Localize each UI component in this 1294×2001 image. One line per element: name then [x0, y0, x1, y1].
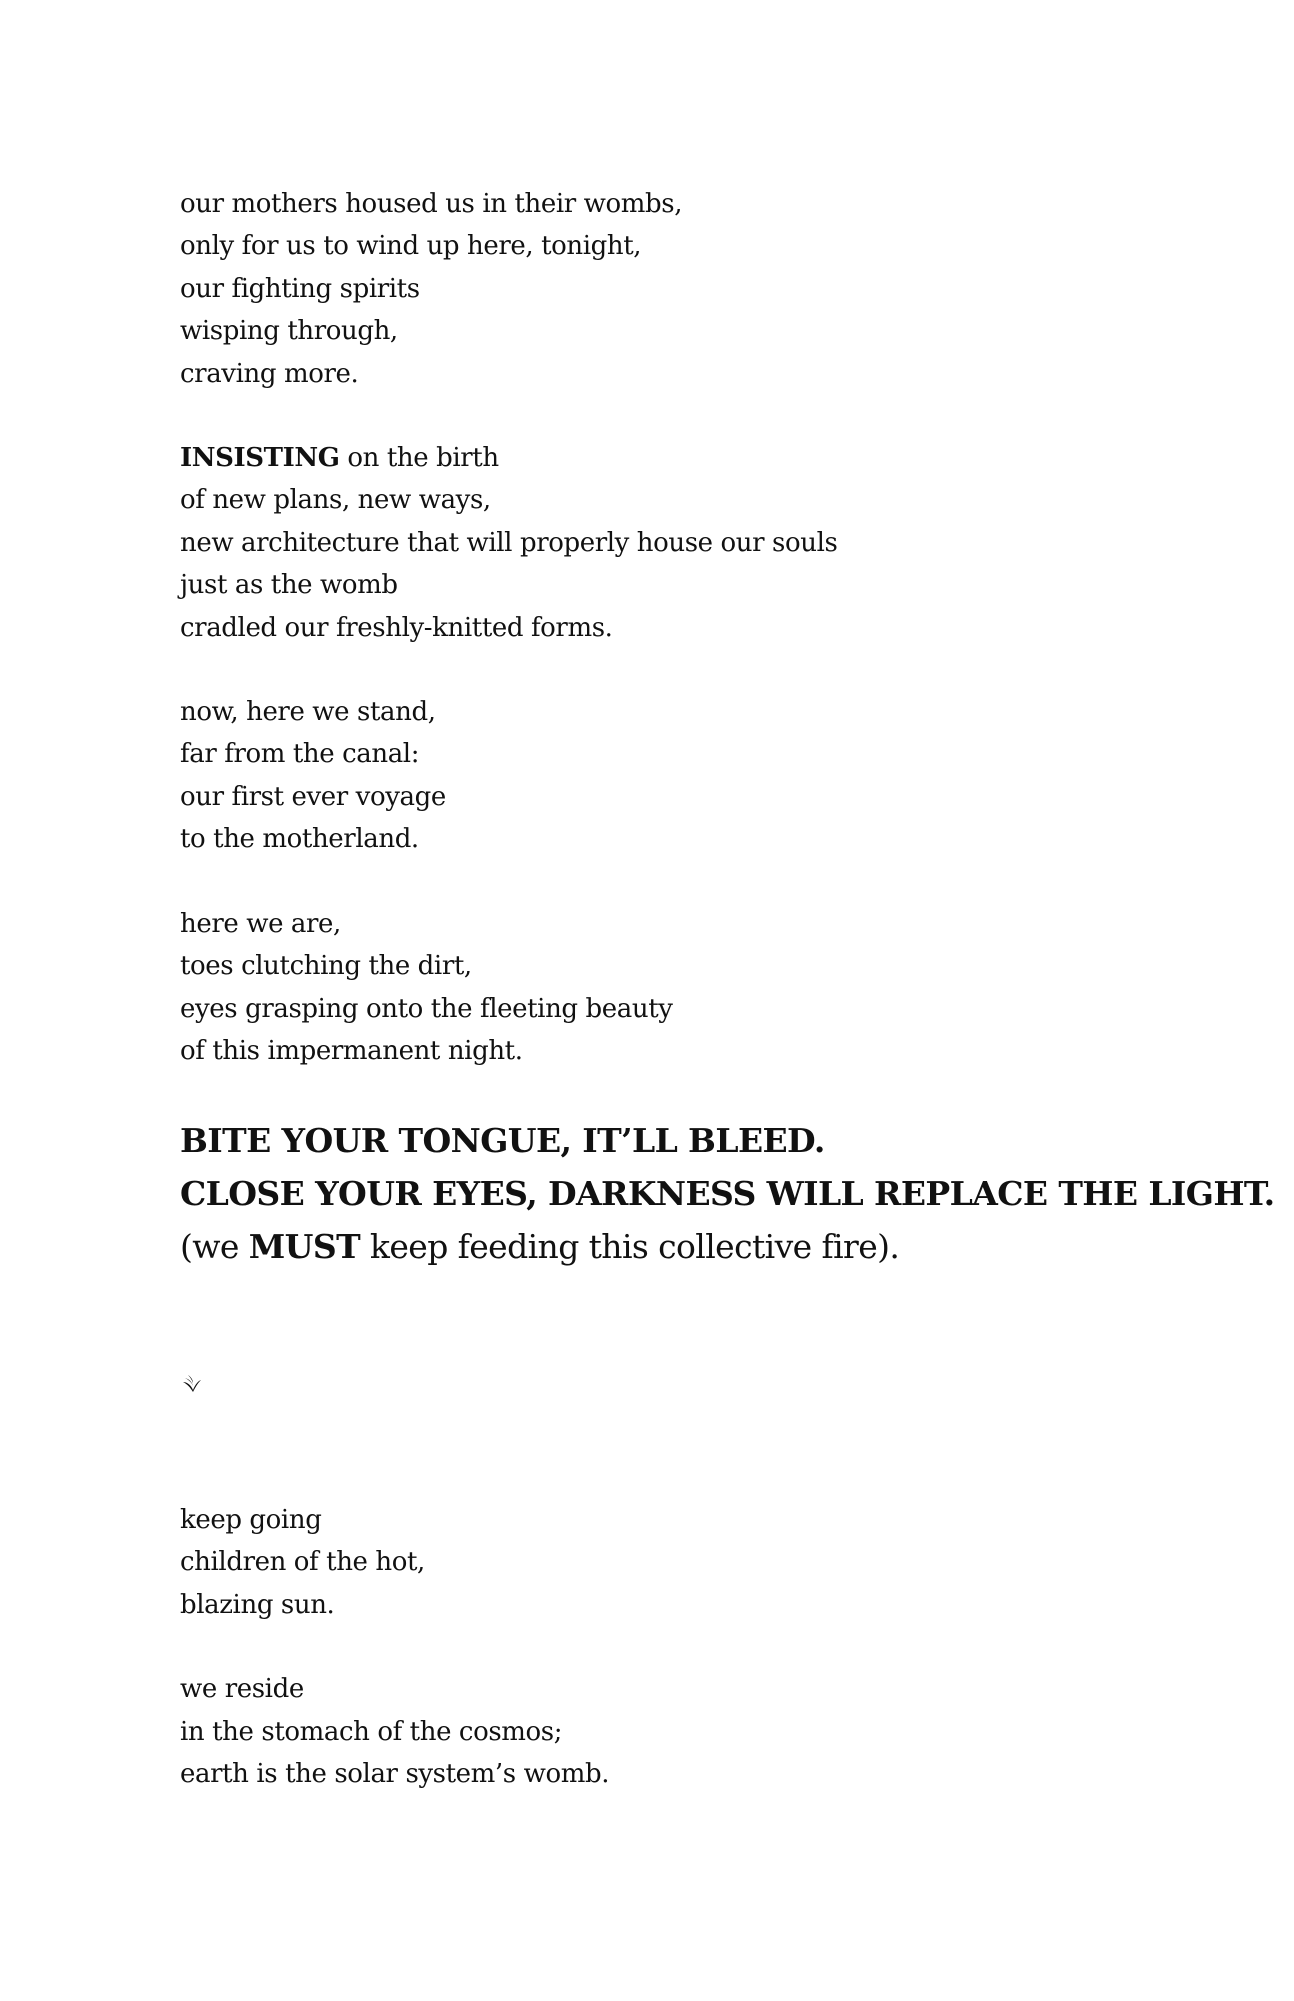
- poem-line: [180, 437, 1240, 479]
- poem-line: cradled our freshly-knitted forms.: [180, 612, 613, 643]
- stanza-4: [180, 903, 1240, 1073]
- stanza-6: [180, 1668, 1240, 1795]
- poem-line: to the motherland.: [180, 824, 419, 855]
- poem-part-two: [180, 1499, 1240, 1837]
- poem-line: earth is the solar system’s womb.: [180, 1759, 610, 1790]
- poem-line: just as the womb: [180, 570, 398, 601]
- poem-line: new architecture that will properly house our souls: [180, 527, 838, 558]
- poem-line: only for us to wind up here, tonight,: [180, 231, 642, 262]
- poem-line: our fighting spirits: [180, 273, 420, 304]
- poem-line: now, here we stand,: [180, 697, 436, 728]
- stanza-1: [180, 183, 1240, 395]
- poem-line: here we are,: [180, 908, 341, 939]
- poem-line: we reside: [180, 1674, 304, 1705]
- refrain-line-2: CLOSE YOUR EYES, DARKNESS WILL REPLACE THE LIGHT.: [180, 1174, 1275, 1214]
- refrain-line-3: [180, 1220, 1240, 1273]
- poem-line: our mothers housed us in their wombs,: [180, 189, 683, 219]
- poem-line: wisping through,: [180, 316, 398, 347]
- stanza-5: [180, 1499, 1240, 1626]
- poem-line: of this impermanent night.: [180, 1035, 523, 1066]
- emphasis-word: INSISTING: [180, 443, 340, 474]
- refrain-line-3-end: keep feeding this collective fire).: [360, 1227, 900, 1267]
- poem-line: blazing sun.: [180, 1589, 335, 1620]
- poem-line: eyes grasping onto the fleeting beauty: [180, 993, 673, 1024]
- poem-line: keep going: [180, 1505, 322, 1535]
- stanza-3: [180, 691, 1240, 861]
- poem-line: children of the hot,: [180, 1547, 425, 1578]
- poem-line-rest: on the birth: [339, 443, 499, 474]
- poem-line: in the stomach of the cosmos;: [180, 1716, 563, 1747]
- poem-line: our first ever voyage: [180, 781, 446, 812]
- poem-line: of new plans, new ways,: [180, 485, 491, 516]
- poem-line: far from the canal:: [180, 739, 420, 770]
- refrain-line-1: BITE YOUR TONGUE, IT’LL BLEED.: [180, 1121, 825, 1161]
- refrain: [180, 1114, 1275, 1273]
- poem-line: craving more.: [180, 358, 359, 389]
- emphasis-word: MUST: [248, 1227, 361, 1267]
- poem-part-one: [180, 183, 1275, 1273]
- stanza-2: [180, 437, 1240, 649]
- refrain-line-3-start: (we: [180, 1227, 249, 1267]
- poem-line: toes clutching the dirt,: [180, 951, 472, 982]
- fleuron-icon: [180, 1372, 204, 1396]
